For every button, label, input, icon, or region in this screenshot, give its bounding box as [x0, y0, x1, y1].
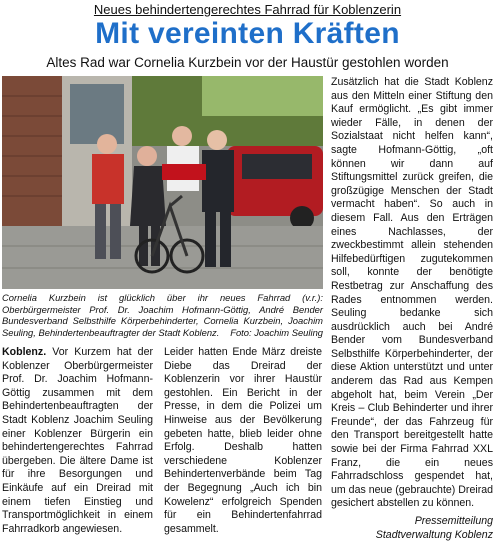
article-headline: Mit vereinten Kräften [95, 17, 400, 50]
photo-caption [2, 292, 323, 338]
signature-line-2: Stadtverwaltung Koblenz [375, 528, 493, 541]
photo-credit: Foto: Joachim Seuling [230, 326, 323, 338]
article-column-3 [331, 76, 493, 542]
article-kicker [0, 2, 495, 17]
article-column-1 [2, 346, 153, 536]
body-text-2: Leider hatten Ende März dreiste Diebe das Dreirad der Koblenzerin vor ihrer Haustür gestohlen. Ein Bericht in der Presse, in dem die Polizei um Hinweise aus der Bevölkerung gebeten hatte, blieb leider ohne Erfolg. Deshalb hatten verschiedene Koblenzer Behindertenverbände beim Tag der Begegnung „Auch ich bin Kowelenz“ erfolgreich Spenden für ein Behindertenfahrrad gesammelt. [164, 346, 322, 535]
article-column-2 [164, 346, 322, 536]
body-text-3: Zusätzlich hat die Stadt Koblenz aus den Mitteln einer Stiftung den Kauf ermöglicht. „Es gibt immer wieder Fälle, in denen der Sozialstaat nicht helfen kann“, sagte Hofmann-Göttig, „oft können wir dann auf Stiftungsmittel zurück greifen, die großzügige Menschen der Stadt vermacht haben“. So auch in diesem Fall. Aus den Erträgen eines Nachlasses, der zweckbestimmt allein stehenden Hilfebedürftigen zugutekommen soll, konnte der benötigte Restbetrag zur Anschaffung des Rades entnommen werden. Seuling bedanke sich ausdrücklich auch bei André Bender vom Bundesverband Selbsthilfe Körperbehinderter, der diese Aktion unterstützt und unter anderem das Rad aus Kempen abgeholt hat, beim Verein „Der Kreis – Club Behinderter und ihrer Freunde“, der das Fahrzeug für den Transport bereitgestellt hatte sowie bei der Firma Fahrrad XXL Franz, die ein neues Fahrradschloss gespendet hat, um das neue (gebrauchte) Dreirad gesichert abstellen zu können. [331, 76, 493, 510]
signature-line-1: Pressemitteilung [414, 515, 493, 527]
photo-illustration [2, 76, 323, 289]
article-subhead: Altes Rad war Cornelia Kurzbein vor der Haustür gestohlen worden [46, 55, 449, 70]
lead-word: Koblenz. [2, 346, 47, 358]
kicker-text: Neues behindertengerechtes Fahrrad für Koblenzerin [93, 2, 402, 17]
article-photo [2, 76, 323, 289]
signature [331, 515, 493, 542]
body-text-1: Vor Kurzem hat der Koblenzer Oberbürgermeister Prof. Dr. Joachim Hofmann-Göttig zusammen mit dem Behindertenbeauftragten der Stadt Koblenz Joachim Seuling einer Koblenzer Bürgerin ein behindertengerechtes Fahrrad übergeben. Die ältere Dame ist für ihre Besorgungen und Einkäufe auf ein Dreirad mit einem tiefen Einstieg und Transportmöglichkeit in einem Fahrradkorb angewiesen. [2, 346, 153, 535]
caption-text: Cornelia Kurzbein ist glücklich über ihr neues Fahrrad (v.r.): Oberbürgermeister Prof. Dr. Joachim Hofmann-Göttig, André Bender Bundesverband Selbsthilfe Körperbehinderter, Cornelia Kurzbein, Joachim Seuling, Behindertenbeauftragter der Stadt Koblenz. [2, 292, 323, 338]
